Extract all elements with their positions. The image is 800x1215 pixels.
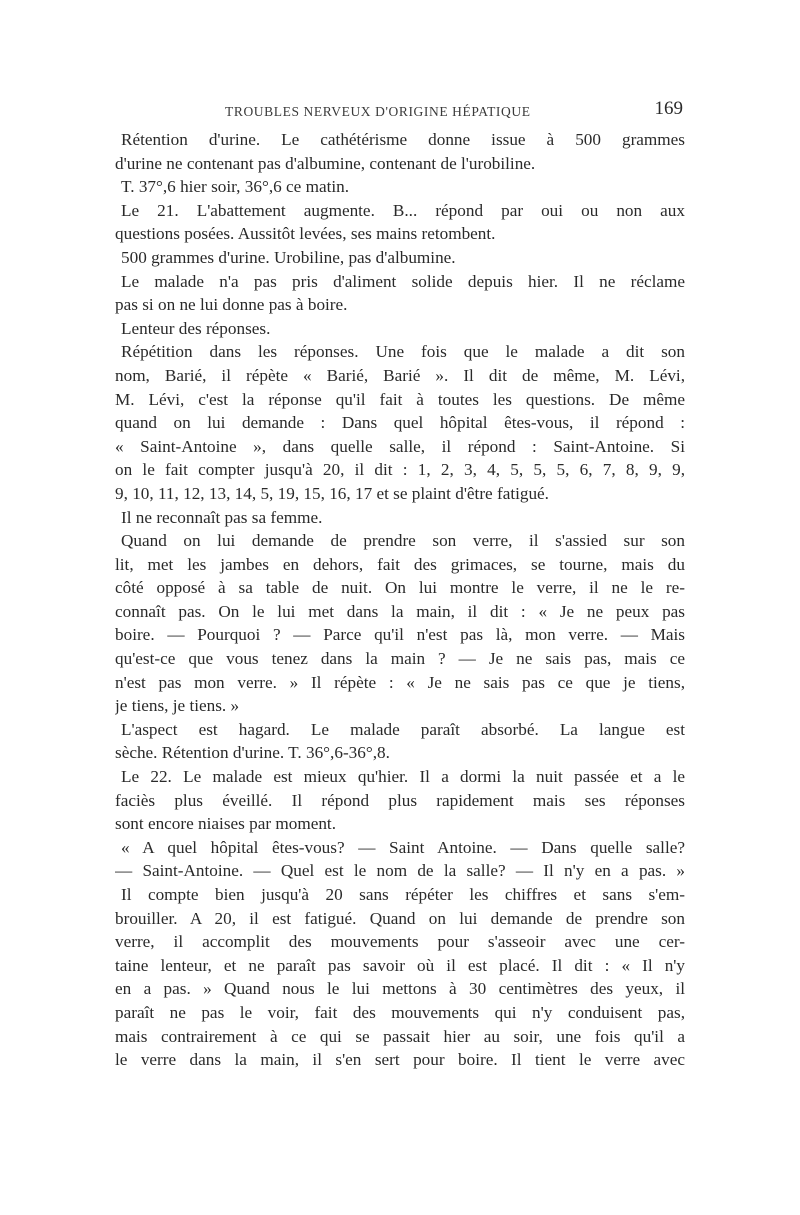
text-line: n'est pas mon verre. » Il répète : « Je ne sais pas ce que je tiens, — [115, 672, 685, 692]
text-line: questions posées. Aussitôt levées, ses mains retombent. — [115, 224, 496, 244]
text-line: pas si on ne lui donne pas à boire. — [115, 295, 348, 315]
text-line: faciès plus éveillé. Il répond plus rapidement mais ses réponses — [115, 790, 685, 810]
text-line: L'aspect est hagard. Le malade paraît absorbé. La langue est — [121, 719, 685, 739]
text-line: mais contrairement à ce qui se passait hier au soir, une fois qu'il a — [115, 1026, 685, 1046]
text-line: paraît ne pas le voir, fait des mouvements qui n'y conduisent pas, — [115, 1002, 685, 1022]
text-line: Répétition dans les réponses. Une fois que le malade a dit son — [121, 342, 685, 362]
text-line: le verre dans la main, il s'en sert pour boire. Il tient le verre avec — [115, 1050, 685, 1070]
text-line: je tiens, je tiens. » — [115, 696, 240, 716]
text-line: M. Lévi, c'est la réponse qu'il fait à toutes les questions. De même — [115, 389, 685, 409]
text-line: en a pas. » Quand nous le lui mettons à 30 centimètres des yeux, il — [115, 979, 685, 999]
text-line: sont encore niaises par moment. — [115, 814, 336, 834]
body-text — [115, 128, 685, 1072]
text-line: Le 21. L'abattement augmente. B... répond par oui ou non aux — [121, 200, 685, 220]
text-line: qu'est-ce que vous tenez dans la main ? — Je ne sais pas, mais ce — [115, 649, 685, 669]
page-number: 169 — [654, 98, 683, 119]
text-line: T. 37°,6 hier soir, 36°,6 ce matin. — [121, 177, 350, 197]
text-line: quand on lui demande : Dans quel hôpital êtes-vous, il répond : — [115, 413, 685, 433]
text-line: 9, 10, 11, 12, 13, 14, 5, 19, 15, 16, 17 et se plaint d'être fatigué. — [115, 483, 549, 503]
text-line: Le 22. Le malade est mieux qu'hier. Il a dormi la nuit passée et a le — [121, 767, 685, 787]
text-line: d'urine ne contenant pas d'albumine, contenant de l'urobiline. — [115, 153, 536, 173]
running-title: TROUBLES NERVEUX D'ORIGINE HÉPATIQUE — [225, 104, 531, 119]
text-line: « A quel hôpital êtes-vous? — Saint Antoine. — Dans quelle salle? — [121, 837, 685, 857]
text-line: côté opposé à sa table de nuit. On lui montre le verre, il ne le re- — [115, 578, 685, 598]
text-line: verre, il accomplit des mouvements pour s'asseoir avec une cer- — [115, 932, 685, 952]
text-line: boire. — Pourquoi ? — Parce qu'il n'est pas là, mon verre. — Mais — [115, 625, 685, 645]
text-line: Il compte bien jusqu'à 20 sans répéter les chiffres et sans s'em- — [121, 885, 685, 904]
text-line: connaît pas. On le lui met dans la main, il dit : « Je ne peux pas — [115, 601, 685, 621]
text-line: « Saint-Antoine », dans quelle salle, il répond : Saint-Antoine. Si — [115, 436, 685, 456]
text-line: on le fait compter jusqu'à 20, il dit : 1, 2, 3, 4, 5, 5, 5, 6, 7, 8, 9, 9, — [115, 460, 685, 480]
text-line: — Saint-Antoine. — Quel est le nom de la salle? — Il n'y en a pas. » — [115, 861, 685, 881]
text-line: Il ne reconnaît pas sa femme. — [121, 507, 323, 527]
text-line: taine lenteur, et ne paraît pas savoir où il est placé. Il dit : « Il n'y — [115, 955, 685, 975]
running-head — [115, 98, 685, 122]
text-line: 500 grammes d'urine. Urobiline, pas d'albumine. — [121, 247, 456, 267]
text-line: Le malade n'a pas pris d'aliment solide depuis hier. Il ne réclame — [121, 271, 685, 291]
text-line: nom, Barié, il répète « Barié, Barié ». Il dit de même, M. Lévi, — [115, 365, 685, 385]
text-line: Lenteur des réponses. — [121, 318, 271, 338]
text-line: brouiller. A 20, il est fatigué. Quand on lui demande de prendre son — [115, 908, 685, 928]
text-line: Rétention d'urine. Le cathétérisme donne issue à 500 grammes — [121, 130, 685, 149]
text-line: Quand on lui demande de prendre son verre, il s'assied sur son — [121, 531, 685, 551]
text-line: lit, met les jambes en dehors, fait des grimaces, se tourne, mais du — [115, 554, 685, 574]
text-line: sèche. Rétention d'urine. T. 36°,6-36°,8. — [115, 743, 390, 763]
